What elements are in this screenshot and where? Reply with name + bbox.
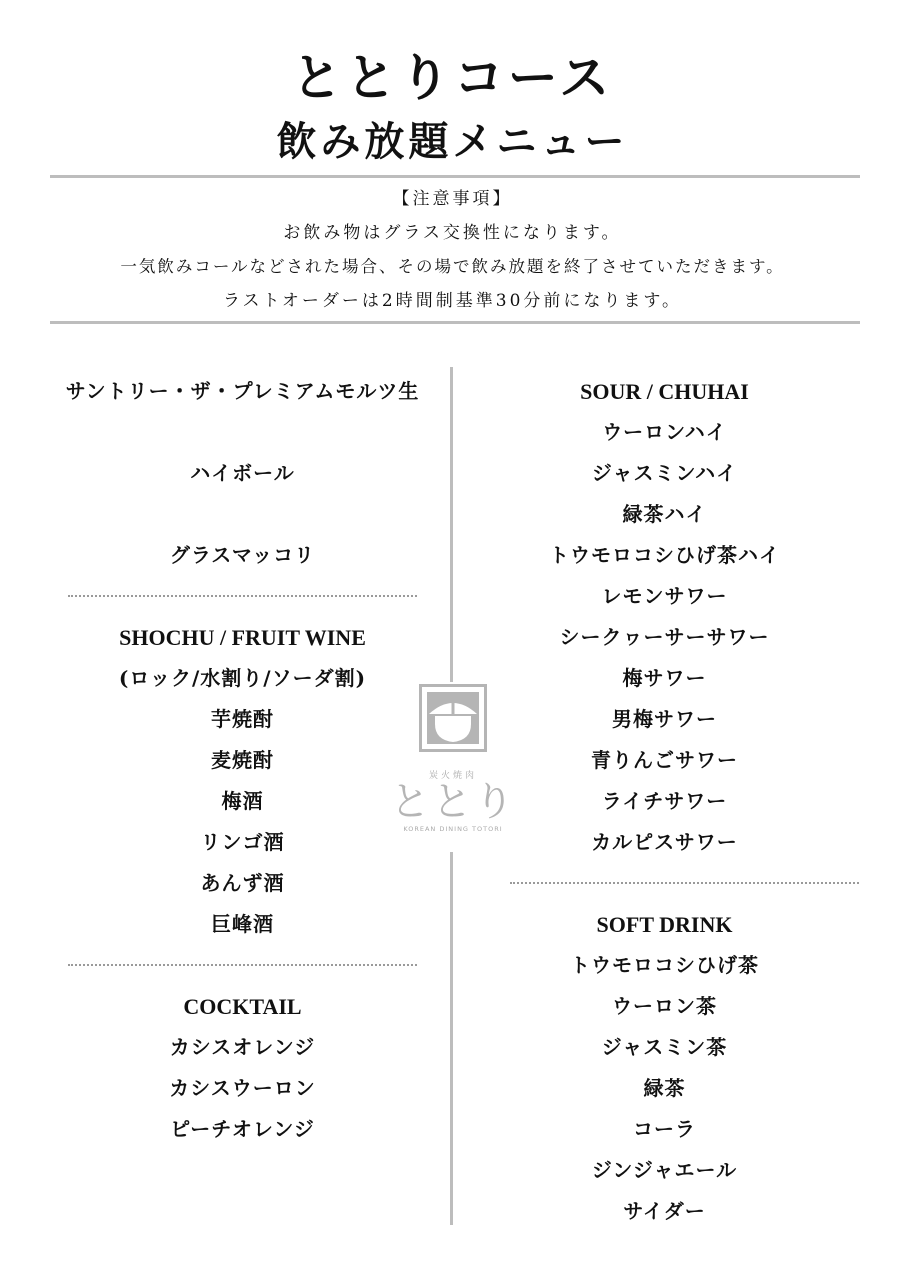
menu-item: ジンジャエール	[591, 1158, 738, 1182]
menu-item: トウモロコシひげ茶	[570, 953, 759, 977]
top-divider	[50, 175, 860, 178]
menu-item: ピーチオレンジ	[170, 1117, 315, 1141]
menu-item: サイダー	[623, 1199, 706, 1223]
menu-item: ジャスミンハイ	[591, 461, 738, 485]
notice-line: お飲み物はグラス交換性になります。	[283, 223, 622, 243]
restaurant-logo	[383, 682, 523, 852]
menu-item: カシスオレンジ	[169, 1035, 316, 1059]
menu-item: リンゴ酒	[200, 830, 285, 854]
dotted-separator	[462, 863, 867, 904]
menu-item: 男梅サワー	[612, 707, 717, 731]
menu-item: コーラ	[633, 1117, 696, 1141]
logo-subtitle: 炭火焼肉	[428, 771, 477, 781]
menu-item: 芋焼酎	[211, 707, 274, 731]
menu-item: ライチサワー	[601, 789, 728, 813]
notice-line: ラストオーダーは2時間制基準30分前になります。	[222, 291, 683, 311]
notice-divider	[50, 321, 860, 324]
section-heading-shochu: SHOCHU / FRUIT WINE	[119, 625, 366, 650]
menu-item: 梅酒	[221, 789, 264, 813]
section-note: (ロック/水割り/ソーダ割)	[118, 666, 367, 690]
logo-name: ととり	[390, 779, 516, 825]
section-heading-cocktail: COCKTAIL	[183, 994, 302, 1019]
menu-item: 緑茶ハイ	[622, 502, 707, 526]
menu-item: ウーロン茶	[612, 994, 717, 1018]
notice-heading: 【注意事項】	[392, 189, 513, 209]
menu-item: 梅サワー	[622, 666, 707, 690]
menu-item: レモンサワー	[601, 584, 728, 608]
menu-item: サントリー・ザ・プレミアムモルツ生	[65, 379, 420, 403]
acorn-logo-icon	[419, 684, 487, 752]
page-subtitle: 飲み放題メニュー	[276, 118, 629, 165]
section-heading-soft-drink: SOFT DRINK	[596, 912, 733, 937]
notice-line: 一気飲みコールなどされた場合、その場で飲み放題を終了させていただきます。	[120, 257, 785, 276]
menu-item: 麦焼酎	[211, 748, 274, 772]
page-title: ととりコース	[291, 48, 614, 107]
menu-item: グラスマッコリ	[169, 543, 316, 567]
menu-item: ウーロンハイ	[602, 420, 727, 444]
dotted-separator	[40, 576, 445, 617]
menu-item: トウモロコシひげ茶ハイ	[549, 543, 780, 567]
notice-block	[0, 186, 905, 322]
menu-item: 巨峰酒	[211, 912, 274, 936]
menu-item: 緑茶	[643, 1076, 686, 1100]
menu-item: ハイボール	[190, 461, 295, 485]
menu-item: カシスウーロン	[169, 1076, 316, 1100]
menu-item: シークヮーサーサワー	[559, 625, 770, 649]
menu-item: カルピスサワー	[591, 830, 738, 854]
logo-english: KOREAN DINING TOTORI	[403, 825, 503, 833]
section-heading-sour: SOUR / CHUHAI	[580, 379, 749, 404]
menu-item: 青りんごサワー	[591, 748, 738, 772]
dotted-separator	[40, 945, 445, 986]
menu-item: ジャスミン茶	[601, 1035, 728, 1059]
menu-item: あんず酒	[200, 871, 285, 895]
